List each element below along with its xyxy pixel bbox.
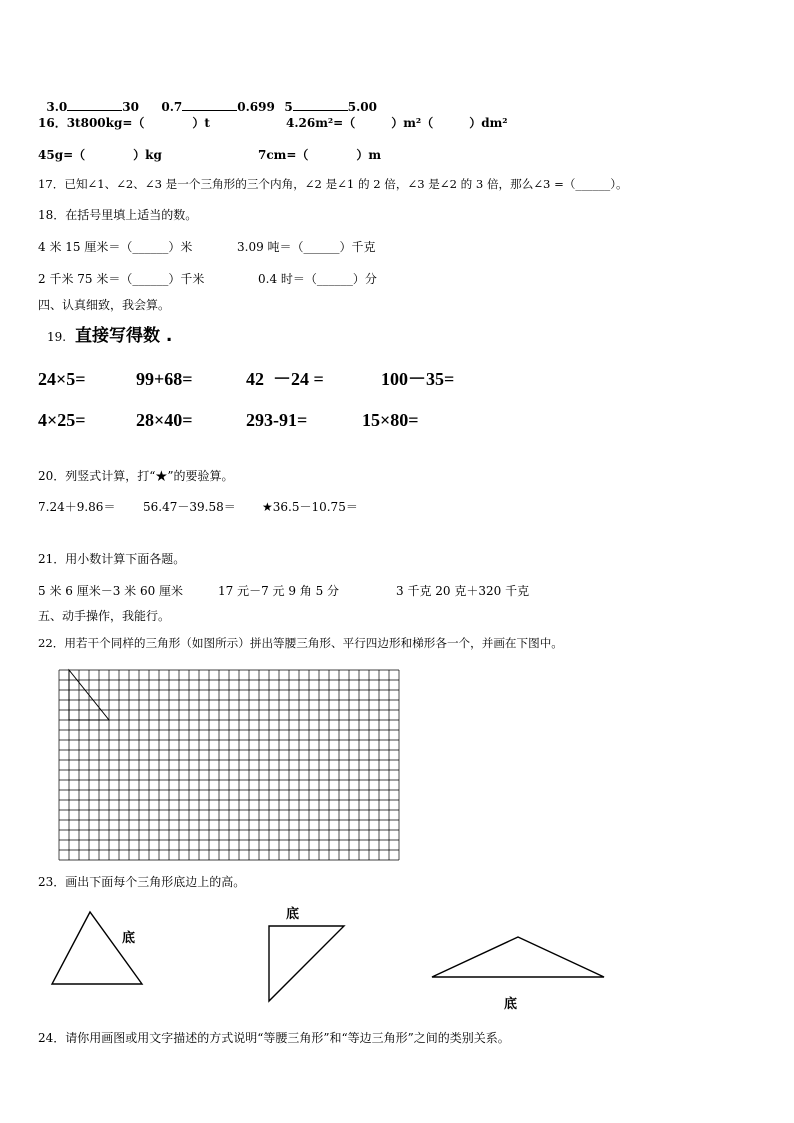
q19-r1-c4: 100－35= bbox=[381, 369, 455, 389]
q20-item-1: 7.24＋9.86＝ bbox=[38, 500, 116, 514]
q19-title: 直接写得数 . bbox=[75, 326, 173, 346]
q15-c-right: 5.00 bbox=[347, 100, 377, 114]
q16-line1-a: 16．3t800kg=（ ）t bbox=[38, 116, 210, 130]
triangle-2[interactable] bbox=[266, 924, 346, 1004]
triangle-1-base-label: 底 bbox=[122, 931, 136, 946]
q16-line2-b: 7cm=（ ）m bbox=[258, 148, 382, 162]
q15-b-blank[interactable] bbox=[182, 98, 237, 111]
q19-r2-c1: 4×25= bbox=[38, 410, 86, 430]
q17-text: 17．已知∠1、∠2、∠3 是一个三角形的三个内角，∠2 是∠1 的 2 倍，∠3 是∠2 的 3 倍，那么∠3 =（______）。 bbox=[38, 177, 628, 191]
triangle-3-shape bbox=[432, 937, 604, 977]
q23-title: 23．画出下面每个三角形底边上的高。 bbox=[38, 875, 246, 889]
q20-title: 20．列竖式计算，打“★”的要验算。 bbox=[38, 469, 234, 483]
q15-a-left: 3.0 bbox=[46, 100, 68, 114]
q18-row2-a: 2 千米 75 米＝（______）千米 bbox=[38, 272, 205, 286]
q15-c-blank[interactable] bbox=[293, 98, 348, 111]
q18-title: 18．在括号里填上适当的数。 bbox=[38, 208, 198, 222]
triangle-1-shape bbox=[52, 912, 142, 984]
q16-line1-b: 4.26m²=（ ）m²（ ）dm² bbox=[286, 116, 508, 130]
q15-b-right: 0.699 bbox=[237, 100, 275, 114]
q15-a-blank[interactable] bbox=[67, 98, 122, 111]
q15-c-left: 5 bbox=[284, 100, 293, 114]
q21-item-3: 3 千克 20 克＋320 千克 bbox=[396, 584, 530, 598]
q21-item-2: 17 元－7 元 9 角 5 分 bbox=[218, 584, 340, 598]
q19-number: 19. bbox=[47, 330, 67, 344]
q18-row1-a: 4 米 15 厘米＝（______）米 bbox=[38, 240, 193, 254]
q20-item-2: 56.47－39.58＝ bbox=[143, 500, 236, 514]
q15-b-left: 0.7 bbox=[161, 100, 183, 114]
q19-r2-c4: 15×80= bbox=[362, 410, 419, 430]
grid-lines bbox=[59, 670, 399, 860]
q21-title: 21．用小数计算下面各题。 bbox=[38, 552, 186, 566]
q15-row-b bbox=[153, 84, 275, 114]
triangle-1[interactable] bbox=[50, 908, 150, 988]
q19-r2-c3: 293-91= bbox=[246, 410, 308, 430]
q18-row2-b: 0.4 时＝（______）分 bbox=[258, 272, 377, 286]
q22-text: 22．用若干个同样的三角形（如图所示）拼出等腰三角形、平行四边形和梯形各一个，并画在下图中。 bbox=[38, 636, 563, 650]
section5-title: 五、动手操作，我能行。 bbox=[38, 609, 171, 623]
triangle-2-shape bbox=[269, 926, 344, 1001]
q15-row bbox=[38, 84, 139, 114]
q15-row-c bbox=[276, 84, 377, 114]
q21-item-1: 5 米 6 厘米－3 米 60 厘米 bbox=[38, 584, 184, 598]
q19-r2-c2: 28×40= bbox=[136, 410, 193, 430]
q19-r1-c1: 24×5= bbox=[38, 369, 86, 389]
q15-a-right: 30 bbox=[122, 100, 139, 114]
triangle-3[interactable] bbox=[430, 935, 606, 979]
q20-item-3: ★36.5－10.75＝ bbox=[262, 500, 358, 514]
q24-text: 24．请你用画图或用文字描述的方式说明“等腰三角形”和“等边三角形”之间的类别关系。 bbox=[38, 1031, 510, 1045]
q18-row1-b: 3.09 吨＝（______）千克 bbox=[237, 240, 376, 254]
q19-r1-c2: 99+68= bbox=[136, 369, 193, 389]
triangle-3-base-label: 底 bbox=[504, 997, 518, 1012]
q19-r1-c3: 42 －24 = bbox=[246, 369, 324, 389]
q16-line2-a: 45g=（ ）kg bbox=[38, 148, 162, 162]
grid-figure[interactable] bbox=[57, 668, 402, 858]
triangle-2-base-label: 底 bbox=[286, 907, 300, 922]
section4-title: 四、认真细致，我会算。 bbox=[38, 298, 171, 312]
